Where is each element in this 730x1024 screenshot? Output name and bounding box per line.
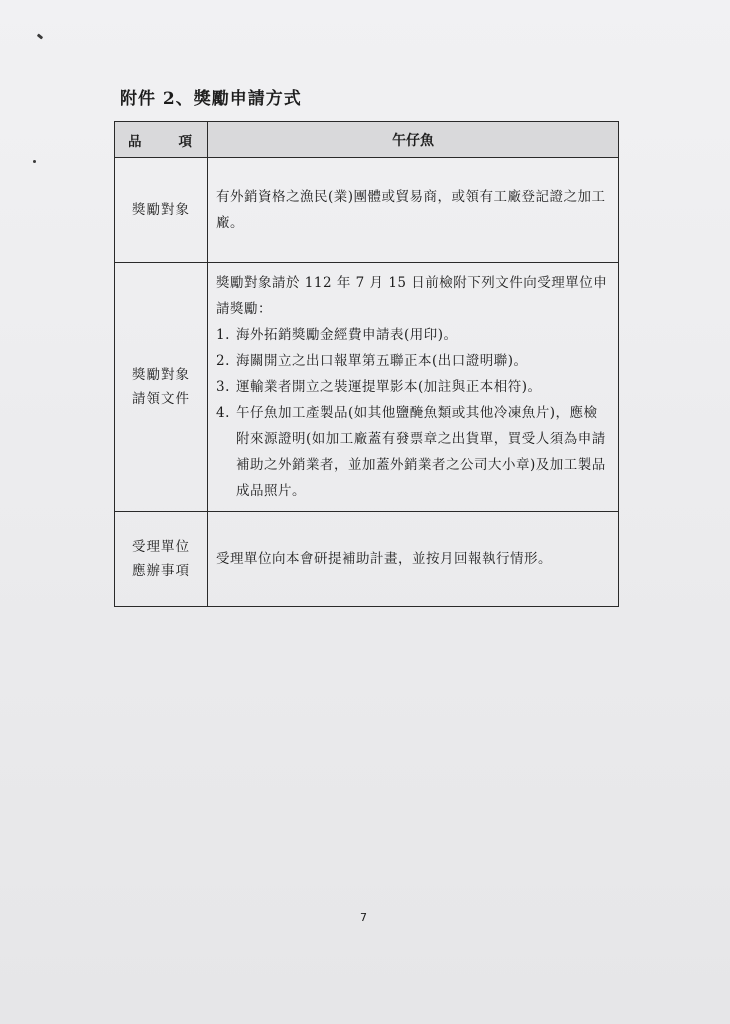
documents-intro: 獎勵對象請於 112 年 7 月 15 日前檢附下列文件向受理單位申請獎勵： xyxy=(216,275,608,317)
table-row-required-documents xyxy=(115,263,619,512)
row-label-line: 請領文件 xyxy=(132,391,190,407)
header-label-right: 項 xyxy=(178,133,192,150)
ink-speck xyxy=(37,33,44,39)
row-content-cell: 受理單位向本會研提補助計畫，並按月回報執行情形。 xyxy=(208,512,619,607)
table-header-row xyxy=(115,122,619,158)
header-label-cell xyxy=(115,122,208,158)
list-item-number: 3. xyxy=(216,379,230,395)
row-label-line: 獎勵對象 xyxy=(132,202,190,218)
header-value-cell: 午仔魚 xyxy=(208,122,619,158)
page-number: 7 xyxy=(360,911,367,924)
ink-speck xyxy=(33,160,36,163)
row-label-line: 獎勵對象 xyxy=(132,367,190,383)
documents-list xyxy=(216,322,610,504)
row-label-cell xyxy=(115,263,208,512)
table-row-reward-target xyxy=(115,158,619,263)
list-item-text: 運輸業者開立之裝運提單影本(加註與正本相符)。 xyxy=(236,379,542,395)
list-item xyxy=(216,322,610,348)
row-label-cell xyxy=(115,158,208,263)
list-item-text: 海關開立之出口報單第五聯正本(出口證明聯)。 xyxy=(236,353,528,369)
row-label-line: 應辦事項 xyxy=(132,563,190,579)
row-label-line: 受理單位 xyxy=(132,539,190,555)
document-title: 附件 2、獎勵申請方式 xyxy=(120,89,302,109)
row-content-cell xyxy=(208,263,619,512)
list-item-text: 午仔魚加工產製品(如其他鹽醃魚類或其他冷凍魚片)，應檢附來源證明(如加工廠蓋有發票章之出貨單，買受人須為申請補助之外銷業者，並加蓋外銷業者之公司大小章)及加工製品成品照片。 xyxy=(236,405,606,499)
list-item-number: 1. xyxy=(216,327,230,343)
list-item-text: 海外拓銷獎勵金經費申請表(用印)。 xyxy=(236,327,458,343)
list-item-number: 4. xyxy=(216,405,230,421)
row-content-cell: 有外銷資格之漁民(業)團體或貿易商，或領有工廠登記證之加工廠。 xyxy=(208,158,619,263)
reward-application-table xyxy=(114,121,619,607)
list-item xyxy=(216,374,610,400)
list-item xyxy=(216,400,610,504)
table-row-receiving-unit xyxy=(115,512,619,607)
row-label-cell xyxy=(115,512,208,607)
header-label-left: 品 xyxy=(128,133,142,150)
list-item xyxy=(216,348,610,374)
list-item-number: 2. xyxy=(216,353,230,369)
